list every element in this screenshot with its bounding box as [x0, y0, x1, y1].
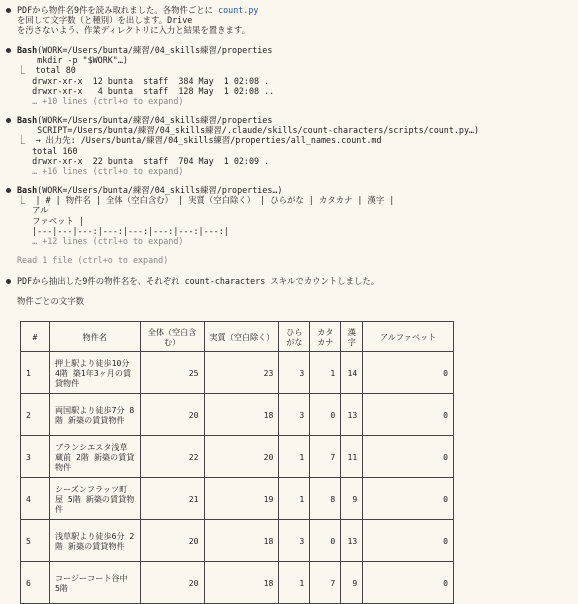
cell-net: 18: [204, 394, 279, 436]
cell-index: 3: [21, 436, 50, 478]
table-row: [21, 394, 454, 436]
output-line: total 80: [35, 65, 76, 76]
bullet-icon: [6, 48, 11, 53]
tool-name: Bash: [17, 45, 38, 55]
cell-index: 1: [21, 352, 50, 394]
output-branch-icon: ⎿: [17, 65, 36, 76]
col-header-katakana: カタカナ: [310, 322, 341, 352]
tool-args-cont: SCRIPT=/Users/bunta/練習/04_skills練習/.claude/skills/count-characters/scripts/count.py…): [17, 125, 480, 136]
output-branch-icon: ⎿: [17, 195, 36, 206]
cell-name: シーズンフラッツ町屋 5階 新築の賃貸物件: [49, 478, 140, 520]
cell-total: 20: [140, 394, 204, 436]
cell-total: 25: [140, 352, 204, 394]
cell-index: 4: [21, 478, 50, 520]
cell-kanji: 14: [341, 352, 363, 394]
cell-kanji: 13: [341, 394, 363, 436]
intro-line-3: を汚さないよう、作業ディレクトリに入力と結果を置きます。: [17, 25, 250, 36]
table-row: [21, 352, 454, 394]
cell-net: 23: [204, 352, 279, 394]
cell-katakana: 1: [310, 352, 341, 394]
output-line: drwxr-xr-x 22 bunta staff 704 May 1 02:09 .: [32, 155, 270, 166]
output-branch-icon: ⎿: [17, 135, 36, 146]
cell-alphabet: 0: [363, 352, 454, 394]
output-line: ファベット |: [32, 215, 84, 226]
tool-name: Bash: [17, 185, 38, 195]
col-header-kanji: 漢字: [341, 322, 363, 352]
bullet-icon: [6, 279, 11, 284]
cell-katakana: 0: [310, 394, 341, 436]
col-header-net: 実質（空白除く）: [204, 322, 279, 352]
cell-alphabet: 0: [363, 562, 454, 604]
cell-name: 押上駅より徒歩10分 4階 築1年3ヶ月の賃貸物件: [49, 352, 140, 394]
cell-alphabet: 0: [363, 478, 454, 520]
col-header-hiragana: ひらがな: [279, 322, 310, 352]
cell-kanji: 11: [341, 436, 363, 478]
bullet-icon: [6, 8, 11, 13]
cell-alphabet: 0: [363, 520, 454, 562]
cell-name: 両国駅より徒歩7分 8階 新築の賃貸物件: [49, 394, 140, 436]
tool-args: (WORK=/Users/bunta/練習/04_skills練習/properties…): [37, 185, 283, 195]
cell-name: ブランシエスタ浅草蔵前 2階 新築の賃貸物件: [49, 436, 140, 478]
cell-alphabet: 0: [363, 394, 454, 436]
output-line: drwxr-xr-x 4 bunta staff 128 May 1 02:08 ..: [32, 85, 275, 96]
cell-hiragana: 3: [279, 352, 310, 394]
cell-hiragana: 3: [279, 394, 310, 436]
cell-total: 20: [140, 562, 204, 604]
col-header-total: 全体（空白含む）: [140, 322, 204, 352]
col-header-name: 物件名: [49, 322, 140, 352]
expand-hint[interactable]: … +16 lines (ctrl+o to expand): [32, 165, 184, 176]
output-line: → 出力先: /Users/bunta/練習/04_skills練習/properties/all_names.count.md: [35, 135, 382, 146]
output-line: total 160: [32, 145, 78, 156]
read-line[interactable]: Read 1 file (ctrl+o to expand): [17, 255, 169, 265]
cell-total: 22: [140, 436, 204, 478]
table-header-row: [21, 322, 454, 352]
summary-text: PDFから抽出した9件の物件名を、それぞれ count-characters スキルでカウントしました。: [17, 276, 380, 286]
bullet-icon: [6, 188, 11, 193]
cell-net: 19: [204, 478, 279, 520]
tool-args: (WORK=/Users/bunta/練習/04_skills練習/properties: [37, 115, 273, 125]
expand-hint[interactable]: … +10 lines (ctrl+o to expand): [32, 95, 184, 106]
section-title: 物件ごとの文字数: [17, 296, 84, 306]
table-row: [21, 478, 454, 520]
output-line: | # | 物件名 | 全体（空白含む） | 実質（空白除く） | ひらがな | カタカナ | 漢字 |: [35, 195, 395, 206]
cell-net: 18: [204, 520, 279, 562]
cell-kanji: 9: [341, 478, 363, 520]
cell-kanji: 9: [341, 562, 363, 604]
table-row: [21, 520, 454, 562]
intro-line-2: を回して文字数（と種別）を出します。Drive: [17, 15, 193, 26]
cell-katakana: 7: [310, 436, 341, 478]
cell-kanji: 13: [341, 520, 363, 562]
expand-hint[interactable]: … +12 lines (ctrl+o to expand): [32, 235, 184, 246]
table-row: [21, 562, 454, 604]
cell-index: 5: [21, 520, 50, 562]
cell-net: 20: [204, 436, 279, 478]
cell-hiragana: 1: [279, 562, 310, 604]
cell-name: コージーコート谷中 5階: [49, 562, 140, 604]
cell-katakana: 0: [310, 520, 341, 562]
output-line: アル: [32, 205, 49, 216]
tool-args-cont: mkdir -p "$WORK"…): [17, 55, 128, 66]
output-line: drwxr-xr-x 12 bunta staff 384 May 1 02:08 .: [32, 75, 270, 86]
cell-total: 21: [140, 478, 204, 520]
inline-code: count.py: [218, 5, 259, 15]
cell-name: 浅草駅より徒歩6分 2階 新築の賃貸物件: [49, 520, 140, 562]
cell-net: 18: [204, 562, 279, 604]
cell-index: 6: [21, 562, 50, 604]
cell-hiragana: 1: [279, 436, 310, 478]
cell-hiragana: 3: [279, 520, 310, 562]
tool-name: Bash: [17, 115, 38, 125]
output-line: |---|---|---:|---:|---:|---:|---:|---:|: [32, 225, 229, 236]
col-header-index: #: [21, 322, 50, 352]
cell-katakana: 8: [310, 478, 341, 520]
intro-line-1: PDFから物件名9件を読み取れました。各物件ごとに count.py: [17, 5, 259, 15]
bullet-icon: [6, 118, 11, 123]
table-row: [21, 436, 454, 478]
tool-args: (WORK=/Users/bunta/練習/04_skills練習/properties: [37, 45, 273, 55]
cell-katakana: 7: [310, 562, 341, 604]
cell-total: 20: [140, 520, 204, 562]
cell-hiragana: 1: [279, 478, 310, 520]
col-header-alphabet: アルファベット: [363, 322, 454, 352]
cell-alphabet: 0: [363, 436, 454, 478]
cell-index: 2: [21, 394, 50, 436]
character-count-table: [20, 321, 454, 604]
